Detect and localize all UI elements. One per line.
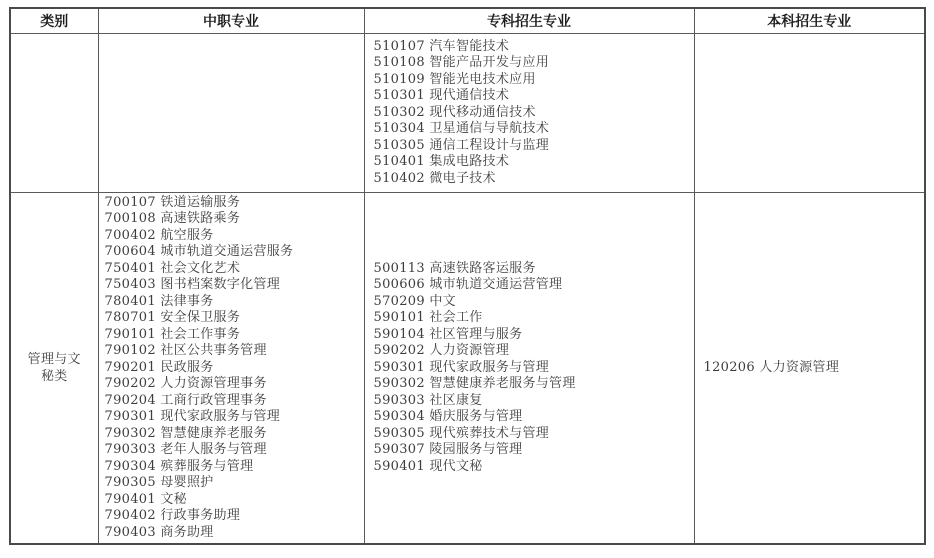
spec-item: 590202 人力资源管理: [373, 343, 510, 359]
header-category: 类别: [10, 8, 98, 34]
cell-secondary-vocational: [98, 193, 364, 545]
cell-secondary-vocational-empty: [98, 34, 364, 193]
spec-item: 790403 商务助理: [104, 524, 214, 540]
spec-item: 590305 现代殡葬技术与管理: [373, 425, 550, 441]
spec-item: 700604 城市轨道交通运营服务: [104, 244, 294, 260]
spec-item: 790102 社区公共事务管理: [104, 343, 267, 359]
cell-associate-admission: [364, 34, 694, 193]
spec-item: 590303 社区康复: [373, 392, 483, 408]
cell-category: [10, 193, 98, 545]
spec-item: 510305 通信工程设计与监理: [373, 137, 550, 153]
spec-item: 780401 法律事务: [104, 293, 214, 309]
spec-item: 790202 人力资源管理事务: [104, 376, 267, 392]
spec-item: 790305 母婴照护: [104, 475, 214, 491]
cell-undergraduate-admission: [694, 193, 925, 545]
spec-item: 590307 陵园服务与管理: [373, 442, 523, 458]
major-mapping-table: [9, 7, 926, 545]
table-header-row: [10, 8, 925, 34]
spec-item: 590301 现代家政服务与管理: [373, 359, 550, 375]
spec-item: 700107 铁道运输服务: [104, 194, 241, 210]
spec-item: 790401 文秘: [104, 491, 187, 507]
spec-list: [365, 260, 694, 477]
header-undergraduate-admission: 本科招生专业: [694, 8, 925, 34]
spec-item: 790304 殡葬服务与管理: [104, 458, 254, 474]
spec-item: 790402 行政事务助理: [104, 508, 241, 524]
spec-item: 790303 老年人服务与管理: [104, 442, 267, 458]
spec-item: 590304 婚庆服务与管理: [373, 409, 523, 425]
cell-category-empty: [10, 34, 98, 193]
spec-item: 750403 图书档案数字化管理: [104, 277, 281, 293]
spec-item: 510301 现代通信技术: [373, 88, 510, 104]
spec-item: 510108 智能产品开发与应用: [373, 55, 550, 71]
spec-item: 510401 集成电路技术: [373, 154, 510, 170]
spec-item: 750401 社会文化艺术: [104, 260, 241, 276]
spec-item: 510109 智能光电技术应用: [373, 71, 536, 87]
cell-undergraduate-empty: [694, 34, 925, 193]
spec-item: 500113 高速铁路客运服务: [373, 260, 536, 276]
spec-list: [99, 194, 364, 543]
spec-item: 790301 现代家政服务与管理: [104, 409, 281, 425]
category-label: 管理与文秘类: [27, 352, 81, 384]
table-row: [10, 193, 925, 545]
header-secondary-vocational: 中职专业: [98, 8, 364, 34]
header-associate-admission: 专科招生专业: [364, 8, 694, 34]
spec-item: 700402 航空服务: [104, 227, 214, 243]
spec-item: 790302 智慧健康养老服务: [104, 425, 267, 441]
spec-item: 790201 民政服务: [104, 359, 214, 375]
spec-item: 790101 社会工作事务: [104, 326, 241, 342]
spec-item: 590401 现代文秘: [373, 458, 483, 474]
spec-item: 510107 汽车智能技术: [373, 38, 510, 54]
spec-item: 510402 微电子技术: [373, 170, 496, 186]
spec-item: 590302 智慧健康养老服务与管理: [373, 376, 576, 392]
spec-item: 120206 人力资源管理: [703, 359, 840, 375]
spec-item: 780701 安全保卫服务: [104, 310, 241, 326]
spec-item: 510302 现代移动通信技术: [373, 104, 536, 120]
spec-item: 590104 社区管理与服务: [373, 326, 523, 342]
spec-list: [365, 38, 694, 189]
cell-associate-admission: [364, 193, 694, 545]
spec-list: [695, 359, 925, 378]
spec-item: 500606 城市轨道交通运营管理: [373, 277, 563, 293]
spec-item: 590101 社会工作: [373, 310, 483, 326]
spec-item: 570209 中文: [373, 293, 456, 309]
spec-item: 790204 工商行政管理事务: [104, 392, 267, 408]
spec-item: 510304 卫星通信与导航技术: [373, 121, 550, 137]
spec-item: 700108 高速铁路乘务: [104, 211, 241, 227]
table-row: [10, 34, 925, 193]
